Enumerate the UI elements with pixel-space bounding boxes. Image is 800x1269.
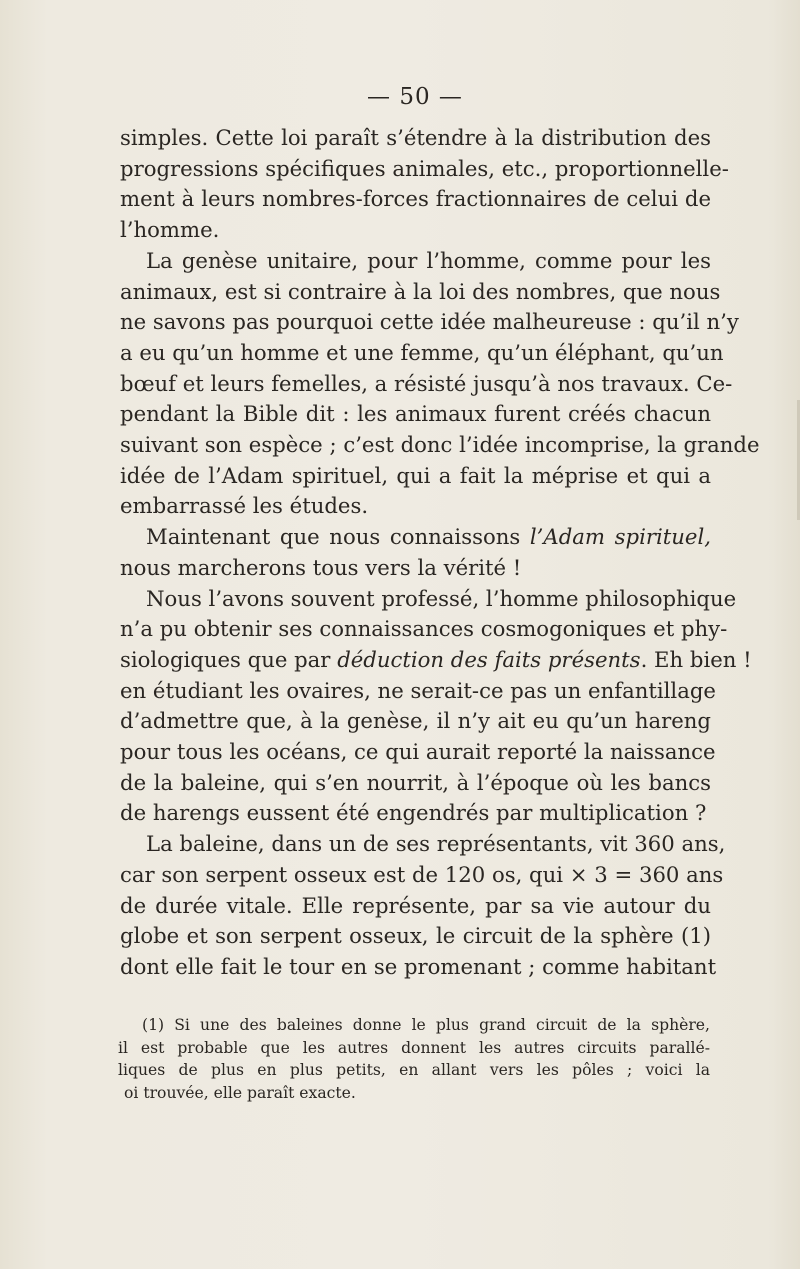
- footnote-line: il est probable que les autres donnent les autres circuits parallé-: [118, 1038, 710, 1057]
- text-line: l’homme.: [120, 217, 220, 243]
- page-number: — 50 —: [367, 84, 463, 110]
- text-line: d’admettre que, à la genèse, il n’y ait eu qu’un hareng: [120, 708, 711, 734]
- footnote-line: oi trouvée, elle paraît exacte.: [124, 1083, 356, 1102]
- text-line: ne savons pas pourquoi cette idée malheureuse : qu’il n’y: [120, 309, 739, 335]
- text-line: La genèse unitaire, pour l’homme, comme pour les: [146, 247, 711, 273]
- text-line: pendant la Bible dit : les animaux furent créés chacun: [120, 401, 711, 427]
- text-segment: Maintenant que nous connaissons: [146, 524, 521, 550]
- text-line: pour tous les océans, ce qui aurait reporté la naissance: [120, 739, 716, 765]
- text-line: de durée vitale. Elle représente, par sa vie autour du: [120, 892, 711, 918]
- text-line: dont elle fait le tour en se promenant ; comme habitant: [120, 953, 717, 979]
- text-line: progressions spécifiques animales, etc., proportionnelle-: [120, 155, 729, 181]
- text-line: Nous l’avons souvent professé, l’homme philosophique: [146, 585, 737, 611]
- text-line: en étudiant les ovaires, ne serait-ce pas un enfantillage: [120, 677, 716, 703]
- footnote-line: (1) Si une des baleines donne le plus grand circuit de la sphère,: [142, 1016, 710, 1034]
- footnote-line: liques de plus en plus petits, en allant vers les pôles ; voici la: [118, 1061, 710, 1079]
- paragraph-4: [120, 584, 752, 830]
- text-line: de la baleine, qui s’en nourrit, à l’époque où les bancs: [120, 769, 711, 795]
- paragraph-2: [120, 246, 760, 522]
- text-line: globe et son serpent osseux, le circuit de la sphère (1): [120, 923, 711, 949]
- footnote: [118, 1014, 710, 1104]
- text-line: animaux, est si contraire à la loi des nombres, que nous: [120, 278, 721, 304]
- text-line: [120, 645, 752, 676]
- text-line: n’a pu obtenir ses connaissances cosmogoniques et phy-: [120, 616, 728, 642]
- main-text: [120, 123, 760, 983]
- text-segment: siologiques que par: [120, 646, 331, 672]
- paragraph-1: [120, 123, 729, 246]
- text-line: embarrassé les études.: [120, 493, 369, 519]
- text-line: suivant son espèce ; c’est donc l’idée incomprise, la grande: [120, 432, 760, 458]
- paragraph-3: [120, 522, 711, 583]
- text-segment: . Eh bien !: [640, 646, 752, 672]
- text-line: simples. Cette loi paraît s’étendre à la distribution des: [120, 125, 711, 150]
- text-line: bœuf et leurs femelles, a résisté jusqu’à nos travaux. Ce-: [120, 370, 733, 396]
- text-line: de harengs eussent été engendrés par multiplication ?: [120, 800, 707, 826]
- text-line: ment à leurs nombres-forces fractionnaires de celui de: [120, 186, 711, 212]
- text-line: a eu qu’un homme et une femme, qu’un éléphant, qu’un: [120, 339, 724, 365]
- text-line: [120, 522, 711, 553]
- text-line: nous marcherons tous vers la vérité !: [120, 554, 522, 580]
- italic-term: l’Adam spirituel,: [529, 524, 711, 550]
- paragraph-5: [120, 829, 726, 983]
- text-line: idée de l’Adam spirituel, qui a fait la méprise et qui a: [120, 462, 711, 488]
- text-line: La baleine, dans un de ses représentants, vit 360 ans,: [146, 831, 726, 857]
- text-line: car son serpent osseux est de 120 os, qui × 3 = 360 ans: [120, 861, 724, 887]
- italic-term: déduction des faits présents: [337, 646, 641, 672]
